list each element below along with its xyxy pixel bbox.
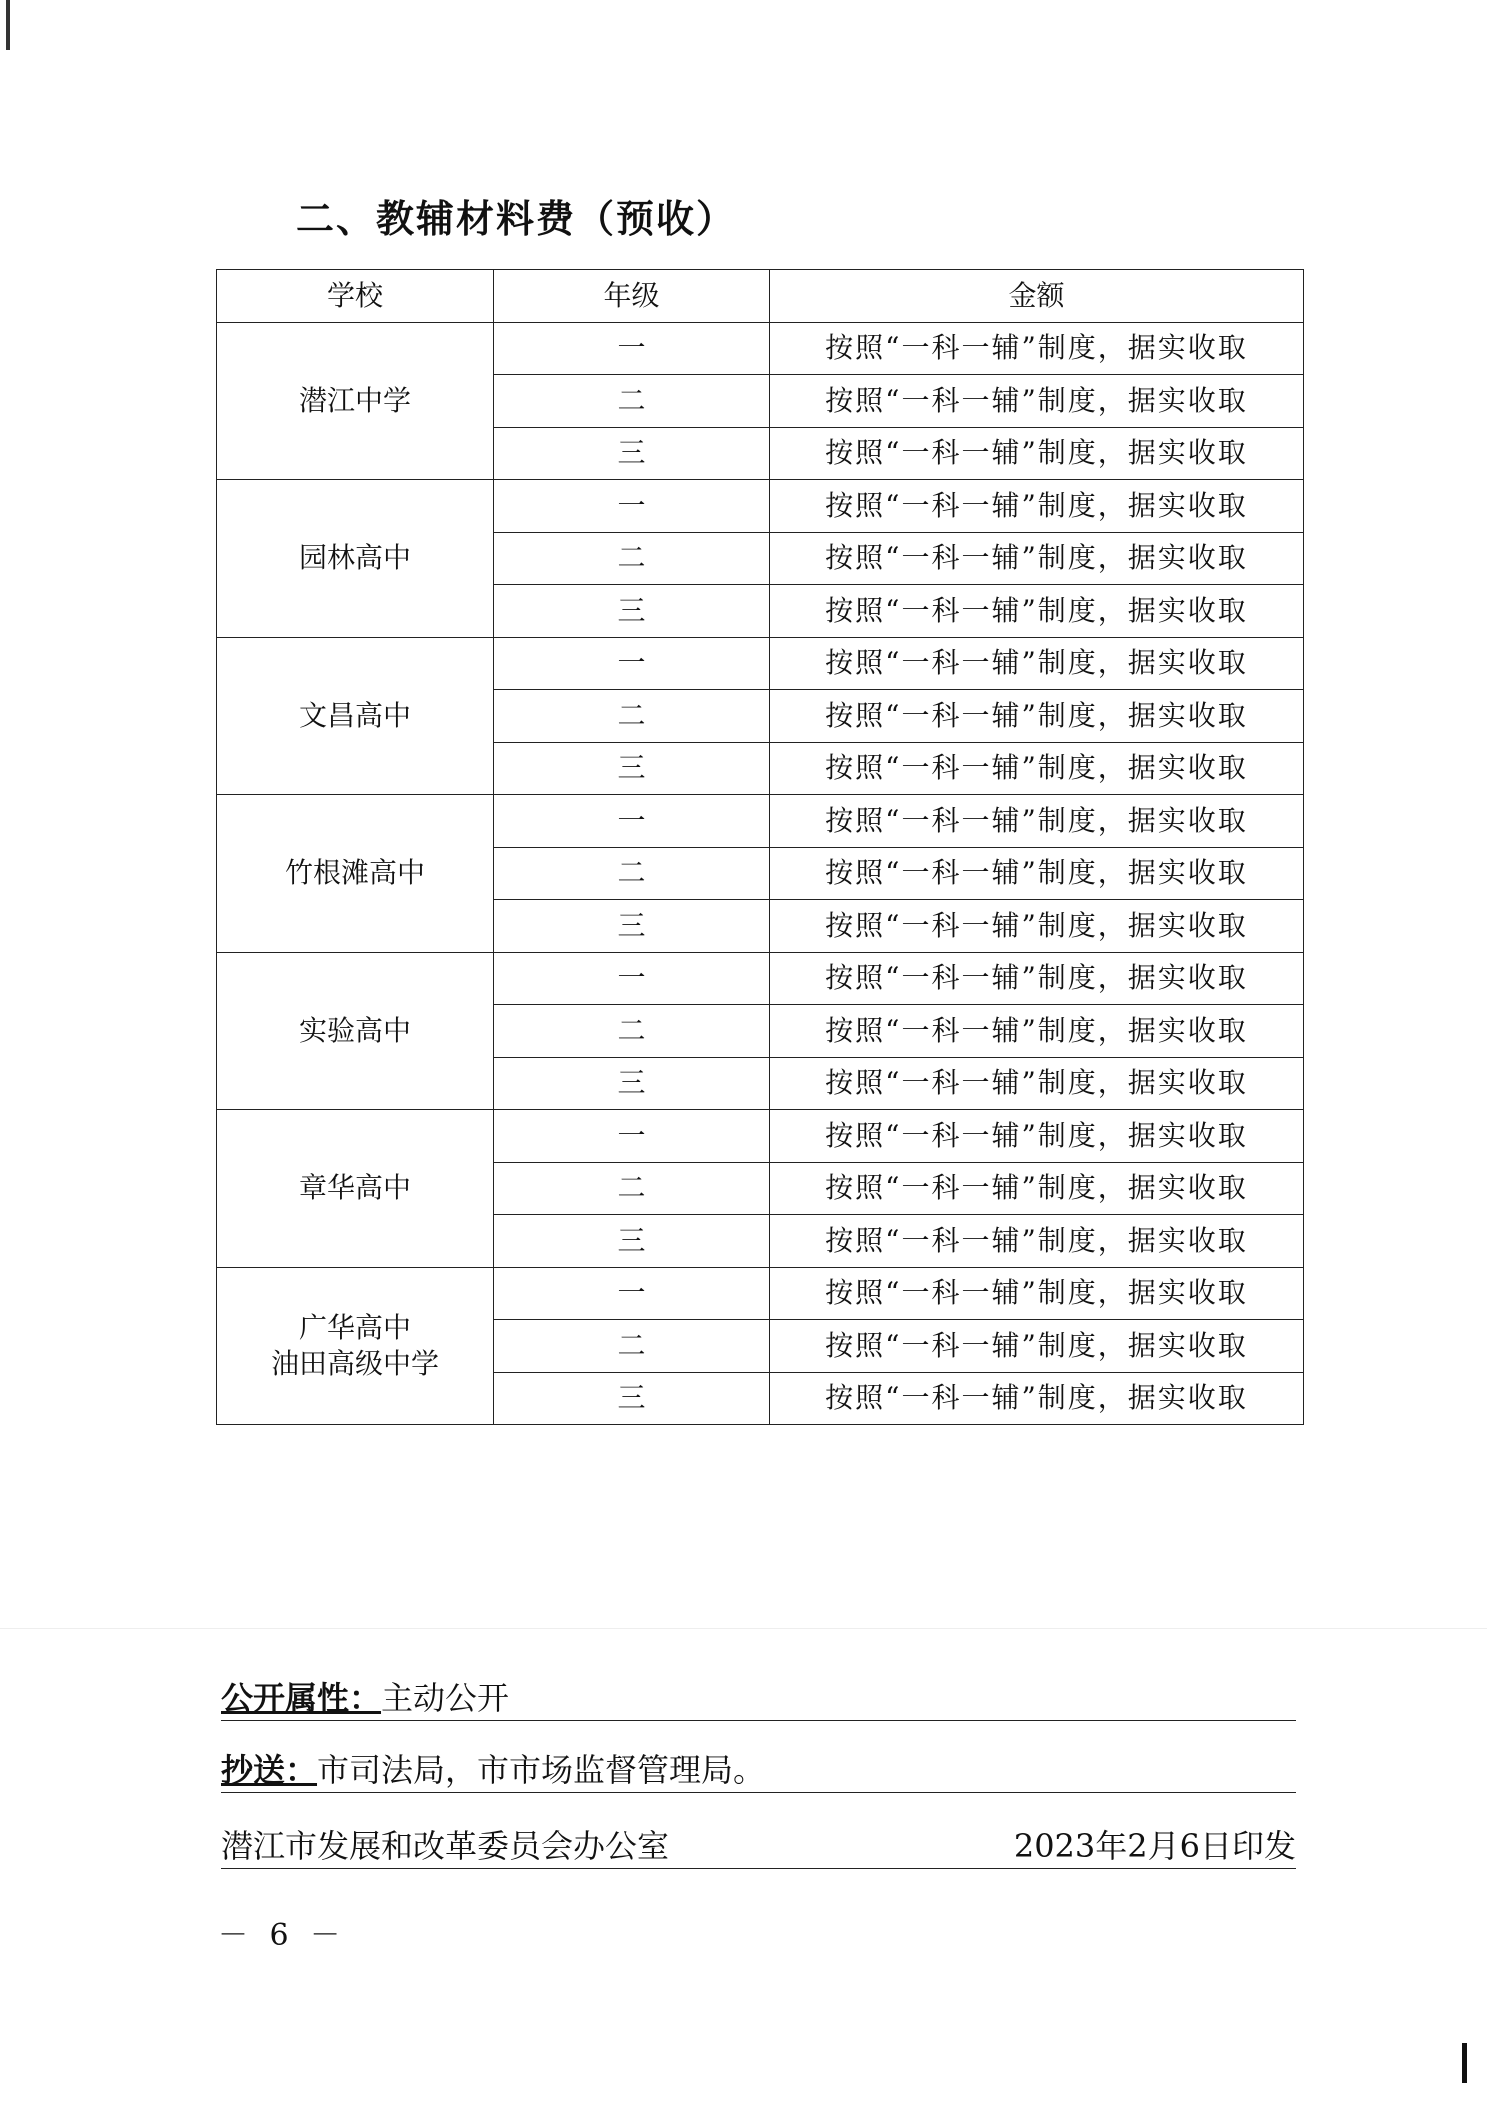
header-grade: 年级 — [494, 270, 770, 323]
amount-cell: 按照“一科一辅”制度，据实收取 — [770, 847, 1304, 900]
grade-cell: 三 — [494, 585, 770, 638]
disclosure-label: 公开属性： — [221, 1679, 382, 1717]
school-cell — [217, 322, 494, 480]
school-name: 广华高中 — [298, 1310, 411, 1344]
grade-cell: 二 — [494, 847, 770, 900]
school-name: 章华高中 — [298, 1171, 411, 1205]
grade-cell: 二 — [494, 1005, 770, 1058]
amount-cell: 按照“一科一辅”制度，据实收取 — [770, 1215, 1304, 1268]
table-row — [217, 1110, 1304, 1163]
school-name: 实验高中 — [298, 1013, 411, 1047]
school-cell — [217, 637, 494, 795]
school-cell — [217, 795, 494, 953]
amount-cell: 按照“一科一辅”制度，据实收取 — [770, 427, 1304, 480]
cc-value: 市司法局，市市场监督管理局。 — [317, 1751, 766, 1789]
grade-cell: 二 — [494, 375, 770, 428]
school-cell — [217, 1110, 494, 1268]
amount-cell: 按照“一科一辅”制度，据实收取 — [770, 585, 1304, 638]
grade-cell: 一 — [494, 1110, 770, 1163]
table-row — [217, 952, 1304, 1005]
cc-label: 抄送： — [221, 1751, 318, 1789]
grade-cell: 二 — [494, 690, 770, 743]
issuer-name: 潜江市发展和改革委员会办公室 — [221, 1827, 670, 1865]
cc-line — [221, 1750, 1296, 1793]
amount-cell: 按照“一科一辅”制度，据实收取 — [770, 952, 1304, 1005]
issue-date: 2023年2月6日印发 — [1013, 1827, 1296, 1865]
scan-edge-mark — [1462, 2043, 1467, 2083]
amount-cell: 按照“一科一辅”制度，据实收取 — [770, 1057, 1304, 1110]
disclosure-value: 主动公开 — [381, 1679, 510, 1717]
grade-cell: 三 — [494, 1057, 770, 1110]
amount-cell: 按照“一科一辅”制度，据实收取 — [770, 480, 1304, 533]
grade-cell: 三 — [494, 742, 770, 795]
amount-cell: 按照“一科一辅”制度，据实收取 — [770, 1162, 1304, 1215]
fee-table — [216, 269, 1304, 1425]
amount-cell: 按照“一科一辅”制度，据实收取 — [770, 322, 1304, 375]
header-amount: 金额 — [770, 270, 1304, 323]
school-cell — [217, 952, 494, 1110]
table-body — [217, 322, 1304, 1425]
school-name: 文昌高中 — [298, 698, 411, 732]
divider — [0, 1628, 1487, 1629]
amount-cell: 按照“一科一辅”制度，据实收取 — [770, 742, 1304, 795]
table-header-row — [217, 270, 1304, 323]
grade-cell: 一 — [494, 480, 770, 533]
amount-cell: 按照“一科一辅”制度，据实收取 — [770, 1320, 1304, 1373]
table-row — [217, 637, 1304, 690]
grade-cell: 三 — [494, 427, 770, 480]
issuer-line — [221, 1826, 1296, 1869]
school-name: 园林高中 — [298, 541, 411, 575]
amount-cell: 按照“一科一辅”制度，据实收取 — [770, 795, 1304, 848]
school-cell — [217, 1267, 494, 1425]
section-title: 二、教辅材料费（预收） — [296, 197, 737, 241]
grade-cell: 二 — [494, 1320, 770, 1373]
table-row — [217, 322, 1304, 375]
grade-cell: 一 — [494, 1267, 770, 1320]
amount-cell: 按照“一科一辅”制度，据实收取 — [770, 532, 1304, 585]
amount-cell: 按照“一科一辅”制度，据实收取 — [770, 1005, 1304, 1058]
grade-cell: 一 — [494, 952, 770, 1005]
disclosure-line — [221, 1678, 1296, 1721]
amount-cell: 按照“一科一辅”制度，据实收取 — [770, 637, 1304, 690]
grade-cell: 二 — [494, 532, 770, 585]
school-name: 油田高级中学 — [270, 1346, 439, 1380]
amount-cell: 按照“一科一辅”制度，据实收取 — [770, 900, 1304, 953]
amount-cell: 按照“一科一辅”制度，据实收取 — [770, 690, 1304, 743]
table-row — [217, 1267, 1304, 1320]
school-cell — [217, 480, 494, 638]
amount-cell: 按照“一科一辅”制度，据实收取 — [770, 1267, 1304, 1320]
page-number: － 6 － — [218, 1918, 347, 1953]
amount-cell: 按照“一科一辅”制度，据实收取 — [770, 1110, 1304, 1163]
grade-cell: 一 — [494, 322, 770, 375]
table-row — [217, 480, 1304, 533]
grade-cell: 三 — [494, 1372, 770, 1425]
header-school: 学校 — [217, 270, 494, 323]
grade-cell: 三 — [494, 1215, 770, 1268]
table-row — [217, 795, 1304, 848]
amount-cell: 按照“一科一辅”制度，据实收取 — [770, 1372, 1304, 1425]
amount-cell: 按照“一科一辅”制度，据实收取 — [770, 375, 1304, 428]
school-name: 潜江中学 — [298, 383, 411, 417]
scan-edge-mark — [6, 0, 10, 50]
school-name: 竹根滩高中 — [284, 856, 425, 890]
grade-cell: 二 — [494, 1162, 770, 1215]
grade-cell: 三 — [494, 900, 770, 953]
grade-cell: 一 — [494, 795, 770, 848]
grade-cell: 一 — [494, 637, 770, 690]
